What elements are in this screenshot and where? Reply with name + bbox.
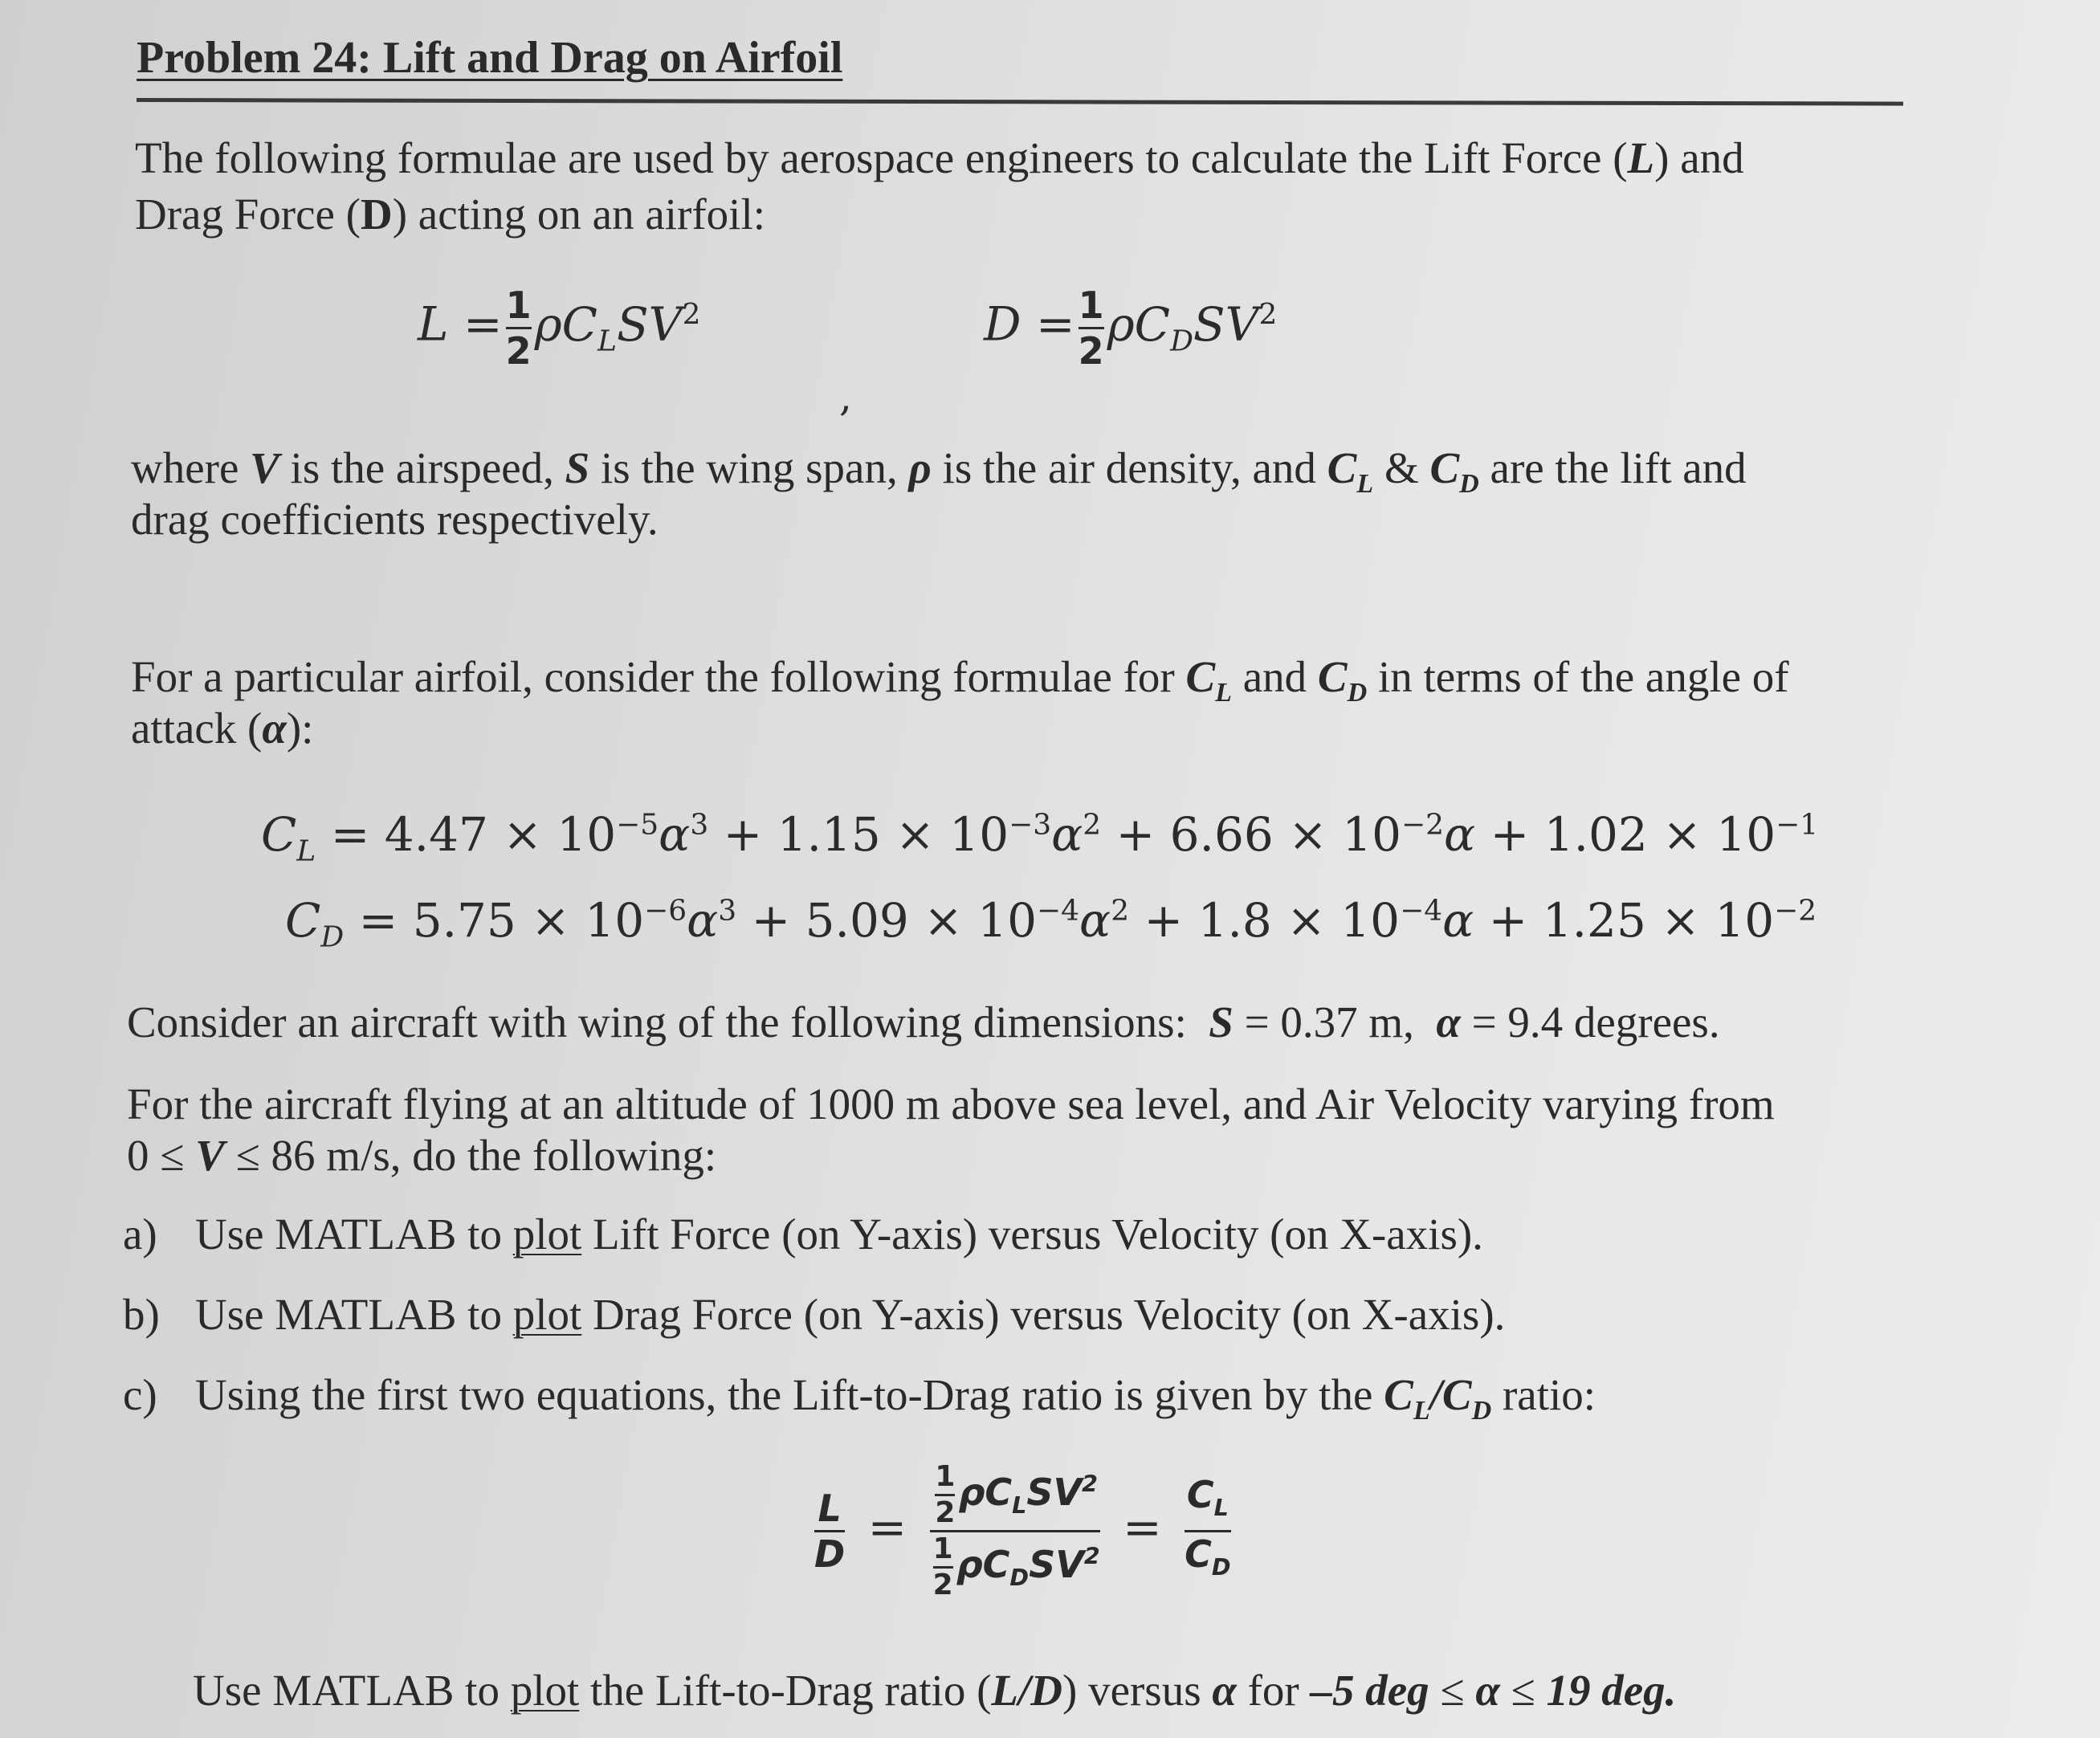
dimensions-line: Consider an aircraft with wing of the following dimensions: S = 0.37 m, α = 9.4 degrees. (127, 998, 1720, 1046)
cd-equation: $C_D = 5.75 \times 10^{-6}\alpha^3 + 5.09 \times 10^{-4}\alpha^2 + 1.8 \times 10^{-4}\alpha + 1.25 \times 10^{-2}$ (285, 893, 1817, 954)
final-line: Use MATLAB to plot the Lift-to-Drag ratio (L/D) versus α for –5 deg ≤ α ≤ 19 deg. (193, 1666, 1677, 1715)
drag-equation: D = $\frac{1}{2}$ $\rho C_DSV^2$ (984, 284, 1278, 373)
lift-equation: L = $\frac{1}{2}$ $\rho C_LSV^2$ (418, 284, 701, 373)
particular-line-2: attack (α): (131, 704, 314, 753)
task-b: b) Use MATLAB to plot Drag Force (on Y-axis) versus Velocity (on X-axis). (123, 1290, 1506, 1339)
flying-line-2: 0 ≤ V ≤ 86 m/s, do the following: (127, 1131, 717, 1180)
where-line-1: where V is the airspeed, S is the wing span, ρ is the air density, and $C_L$ & $C_D$ are the lift and (131, 443, 1747, 499)
task-a: a) Use MATLAB to plot Lift Force (on Y-axis) versus Velocity (on X-axis). (123, 1210, 1483, 1259)
equation-separator: , (839, 373, 852, 420)
particular-line-1: For a particular airfoil, consider the following formulae for $C_L$ and $C_D$ in terms of the angle of (131, 652, 1789, 708)
intro-line-1: The following formulae are used by aerospace engineers to calculate the Lift Force (L) and (135, 133, 1744, 182)
intro-line-2: Drag Force (D) acting on an airfoil: (135, 190, 766, 239)
problem-title: Problem 24: Lift and Drag on Airfoil (137, 33, 843, 83)
task-c-label: c) (123, 1370, 157, 1419)
task-b-label: b) (123, 1290, 160, 1339)
ratio-equation: $\frac{L}{D}$ = $\frac{1}{2}$ $\rho C_LSV^2$ $\frac{1}{2}$ $\rho C_DSV^2$ = $\frac{C_L}{C_D}$ (814, 1460, 1231, 1601)
flying-line-1: For the aircraft flying at an altitude of 1000 m above sea level, and Air Velocity varying from (127, 1079, 1775, 1128)
task-c: c) Using the first two equations, the Lift-to-Drag ratio is given by the $C_L/C_D$ ratio: (123, 1370, 1596, 1426)
title-rule (137, 98, 1903, 106)
cl-equation: $C_L = 4.47 \times 10^{-5}\alpha^3 + 1.15 \times 10^{-3}\alpha^2 + 6.66 \times 10^{-2}\alpha + 1.02 \times 10^{-1}$ (261, 807, 1819, 868)
task-a-label: a) (123, 1210, 157, 1259)
where-line-2: drag coefficients respectively. (131, 495, 659, 544)
